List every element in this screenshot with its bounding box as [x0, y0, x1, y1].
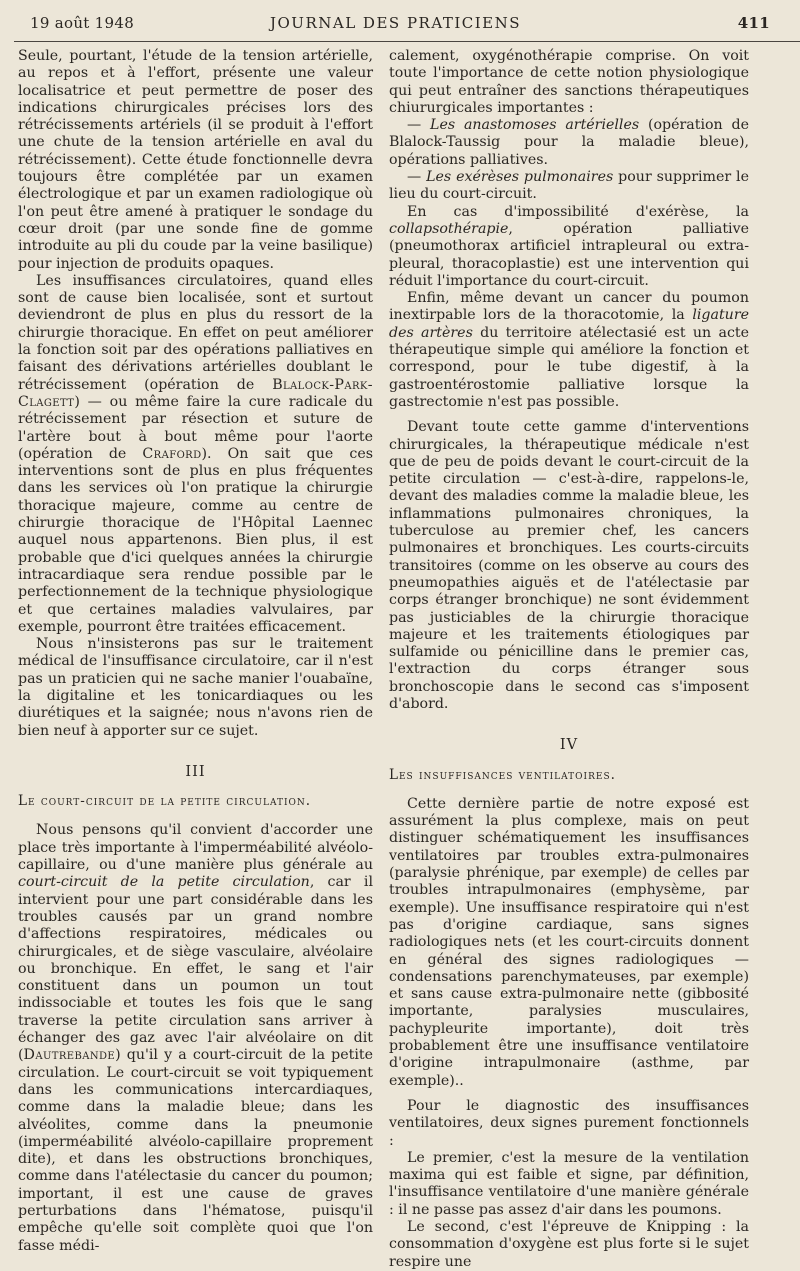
- text-run: , car il intervient pour une part considérable dans les troubles causés par un grand nombre d'affections respiratoires, médicales ou chirurgicales, et de siège vasculaire, alvéolaire ou bronchique. En effet, le sang et l'air constituent dans un poumon un tout indissociable et toutes les fois que le sang traverse la petite circulation sans arriver à échanger des gaz avec l'air alvéolaire on dit (: [18, 874, 373, 1064]
- text-run: —: [407, 169, 427, 186]
- right-column: [389, 48, 749, 1271]
- author-name: Blalock-Park-Clagett: [18, 376, 373, 410]
- text-run: ). On sait que ces interventions sont de plus en plus fréquentes dans les services où l'on pratique la chirurgie thoracique majeure, comme au centre de chirurgie thoracique de l'Hôpital Laennec auquel nous appartenons. Bien plus, il est probable que d'ici quelques années la chirurgie intracardiaque sera rendue possible par le perfectionnement de la technique physiologique et que certaines maladies valvulaires, par exemple, pourront être traitées efficacement.: [18, 445, 373, 635]
- page-number: 411: [737, 14, 770, 32]
- header-rule: [14, 41, 800, 42]
- paragraph: Cette dernière partie de notre exposé est assurément la plus complexe, mais on peut distinguer schématiquement les insuffisances ventilatoires par troubles extra-pulmonaires (paralysie phrénique, par exemple) de celles par troubles intrapulmonaires (emphysème, par exemple). Une insuffisance respiratoire qui n'est pas d'origine cardiaque, sans signes radiologiques nets (et les court-circuits donnent en général des signes radiologiques — condensations parenchymateuses, par exemple) et sans cause extra-pulmonaire nette (gibbosité importante, paralysies musculaires, pachypleurite importante), doit très probablement être une insuffisance ventilatoire d'origine intrapulmonaire (asthme, par exemple)..: [389, 795, 749, 1089]
- author-name: Dautrebande: [23, 1047, 116, 1064]
- text-run: Les insuffisances circulatoires, quand elles sont de cause bien localisée, sont et surtout deviendront de plus en plus du ressort de la chirurgie thoracique. En effet on peut améliorer la fonction soit par des opérations palliatives en faisant des dérivations artérielles doublant le rétrécissement (opération de: [18, 272, 373, 393]
- emphasis: ligature des artères: [389, 307, 749, 341]
- section-title: Le court-circuit de la petite circulation.: [18, 793, 312, 810]
- text-run: Nous pensons qu'il convient d'accorder une place très importante à l'imperméabilité alvéolo-capillaire, ou d'une manière plus générale au: [18, 822, 373, 874]
- paragraph: [18, 273, 373, 636]
- paragraph: Le second, c'est l'épreuve de Knipping : la consommation d'oxygène est plus forte si le sujet respire une: [389, 1219, 749, 1270]
- page-header: [30, 14, 770, 38]
- paragraph: Nous n'insisterons pas sur le traitement médical de l'insuffisance circulatoire, car il n'est pas un praticien qui ne sache manier l'ouabaïne, la digitaline et les tonicardiaques ou les diurétiques et la saignée; nous n'avons rien de bien neuf à apporter sur ce sujet.: [18, 636, 373, 739]
- paragraph: [18, 822, 373, 1254]
- emphasis: court-circuit de la petite circulation: [18, 874, 310, 891]
- text-run: , opération palliative (pneumothorax artificiel intrapleural ou extra-pleural, thoracoplastie) est une intervention qui réduit l'importance du court-circuit.: [389, 220, 749, 289]
- left-column: [18, 48, 373, 1255]
- emphasis: Les anastomoses artérielles: [430, 117, 640, 134]
- issue-date: 19 août 1948: [30, 14, 135, 32]
- section-number: III: [185, 763, 206, 780]
- text-run: (opération de Blalock-Taussig pour la maladie bleue), opérations palliatives.: [389, 117, 749, 168]
- paragraph: Seule, pourtant, l'étude de la tension artérielle, au repos et à l'effort, présente une valeur localisatrice et peut permettre de poser des indications chirurgicales précises lors des rétrécissements artériels (il se produit à l'effort une chute de la tension artérielle en aval du rétrécissement). Cette étude fonctionnelle devra toujours être complétée par un examen électrologique et par un examen radiologique où l'on peut être amené à pratiquer le sondage du cœur droit (par une sonde fine de gomme introduite au pli du coude par la veine basilique) pour injection de produits opaques.: [18, 48, 373, 272]
- paragraph: Devant toute cette gamme d'interventions chirurgicales, la thérapeutique médicale n'est que de peu de poids devant le court-circuit de la petite circulation — c'est-à-dire, rappelons-le, devant des maladies comme la maladie bleue, les inflammations pulmonaires chroniques, la tuberculose au premier chef, les cancers pulmonaires et bronchiques. Les courts-circuits transitoires (comme on les observe au cours des pneumopathies aiguës et de l'atélectasie par corps étranger bronchique) ne sont évidemment pas justiciables de la chirurgie thoracique majeure et les traitements étiologiques par sulfamide ou pénicilline dans le premier cas, l'extraction du corps étranger sous bronchoscopie dans le second cas s'imposent d'abord.: [389, 419, 749, 712]
- emphasis: Les exérèses pulmonaires: [426, 169, 614, 186]
- paragraph: [389, 290, 749, 411]
- paragraph: calement, oxygénothérapie comprise. On voit toute l'importance de cette notion physiologique qui peut entraîner des sanctions thérapeutiques chiururgicales importantes :: [389, 48, 749, 116]
- text-run: Enfin, même devant un cancer du poumon inextirpable lors de la thoracotomie, la: [389, 290, 749, 324]
- text-run: ) qu'il y a court-circuit de la petite circulation. Le court-circuit se voit typiquement dans les communications intercardiaques, comme dans la maladie bleue; dans les alvéolites, comme dans la pneumonie (imperméabilité alvéolo-capillaire proprement dite), et dans les obstructions bronchiques, comme dans l'atélectasie du cancer du poumon; important, il est une cause de graves perturbations dans l'hématose, puisqu'il empêche qu'elle soit complète quoi que l'on fasse médi-: [18, 1047, 373, 1254]
- text-run: du territoire atélectasié est un acte thérapeutique simple qui améliore la fonction et correspond, pour le tube digestif, à la gastroentérostomie palliative lorsque la gastrectomie n'est pas possible.: [389, 324, 749, 410]
- paragraph: Pour le diagnostic des insuffisances ventilatoires, deux signes purement fonctionnels :: [389, 1097, 749, 1149]
- section-title: Les insuffisances ventilatoires.: [389, 766, 616, 783]
- paragraph: [389, 204, 749, 290]
- text-run: En cas d'impossibilité d'exérèse, la: [407, 203, 749, 220]
- list-item: [389, 117, 749, 169]
- section-number: IV: [559, 737, 579, 754]
- journal-title: JOURNAL DES PRATICIENS: [270, 14, 522, 32]
- text-run: pour supprimer le lieu du court-circuit.: [389, 169, 749, 203]
- paragraph: Le premier, c'est la mesure de la ventilation maxima qui est faible et signe, par définition, l'insuffisance ventilatoire d'une manière générale : il ne passe pas assez d'air dans les poumons.: [389, 1149, 749, 1218]
- author-name: Craford: [142, 445, 202, 462]
- list-item: [389, 169, 749, 204]
- text-run: —: [407, 117, 431, 134]
- text-run: ) — ou même faire la cure radicale du rétrécissement par résection et suture de l'artère bout à bout même pour l'aorte (opération de: [18, 393, 373, 462]
- emphasis: collapsothérapie: [389, 220, 509, 237]
